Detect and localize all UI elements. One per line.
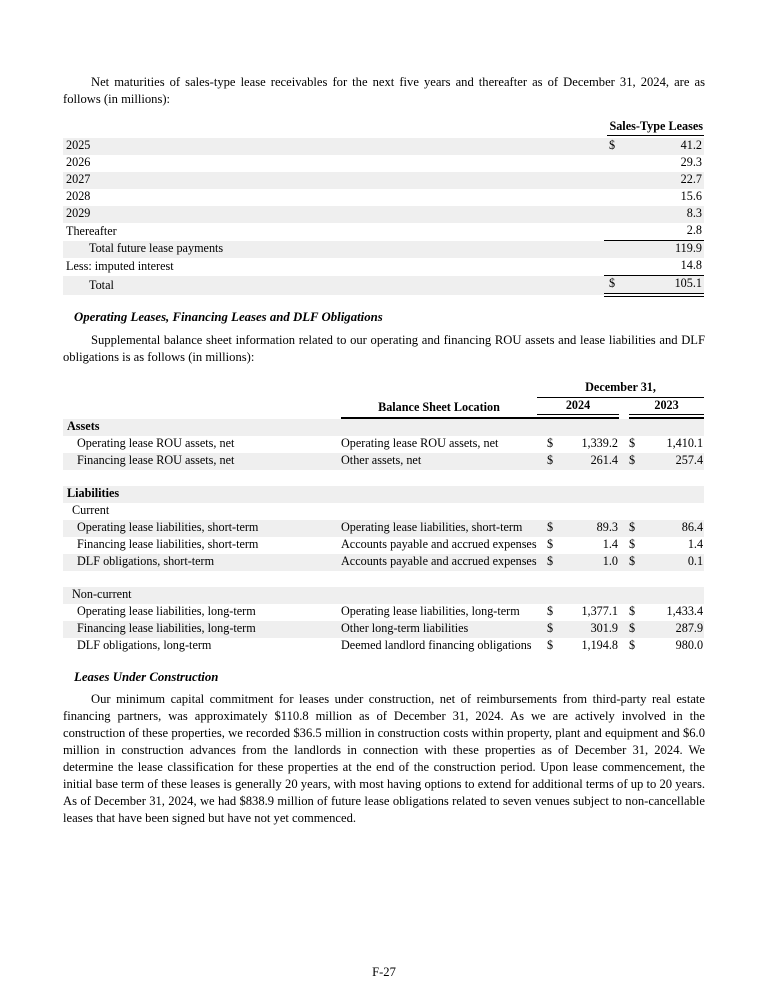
row-label: Operating lease ROU assets, net bbox=[77, 436, 235, 450]
dollar-cell-empty bbox=[604, 206, 624, 223]
table-row-operating-st bbox=[63, 520, 704, 537]
dollar-sign: $ bbox=[609, 138, 616, 152]
column-header-balance-sheet-location: Balance Sheet Location bbox=[341, 398, 537, 419]
amount-2024: 89.3 bbox=[596, 520, 618, 534]
dollar-sign: $ bbox=[547, 638, 554, 652]
section-heading-leases-under-construction: Leases Under Construction bbox=[74, 670, 219, 684]
dollar-sign: $ bbox=[629, 621, 636, 635]
amount: 14.8 bbox=[624, 258, 704, 276]
amount-2023: 86.4 bbox=[681, 520, 704, 534]
dollar-sign: $ bbox=[629, 520, 636, 534]
dollar-sign: $ bbox=[547, 604, 554, 618]
amount-2024: 1.0 bbox=[602, 554, 618, 568]
amount-2023: 0.1 bbox=[687, 554, 704, 568]
supplemental-paragraph: Supplemental balance sheet information related to our operating and financing ROU assets and lease liabilities and DLF obligations is as follows (in millions): bbox=[63, 333, 705, 364]
row-label: Less: imputed interest bbox=[66, 258, 174, 273]
dollar-cell-empty bbox=[604, 241, 624, 259]
table-row-2027 bbox=[63, 172, 704, 189]
intro-paragraph: Net maturities of sales-type lease receivables for the next five years and thereafter as of December 31, 2024, are as follows (in millions): bbox=[63, 75, 705, 106]
spacer-cell bbox=[63, 470, 704, 486]
dollar-sign: $ bbox=[629, 537, 636, 551]
table-row-total bbox=[63, 276, 704, 296]
year-2023-label: 2023 bbox=[629, 398, 704, 415]
table-row-operating-rou bbox=[63, 436, 704, 453]
subsection-label: Current bbox=[72, 503, 110, 517]
row-label: 2029 bbox=[66, 206, 91, 220]
amount-2023: 287.9 bbox=[675, 621, 704, 635]
column-gap bbox=[619, 453, 629, 470]
amount-2024: 1,194.8 bbox=[581, 638, 618, 652]
section-row-assets bbox=[63, 418, 704, 436]
spacer-cell bbox=[63, 571, 704, 587]
balance-sheet-location: Accounts payable and accrued expenses bbox=[341, 554, 537, 568]
table-row-dlf-st bbox=[63, 554, 704, 571]
column-gap bbox=[619, 621, 629, 638]
section-label: Liabilities bbox=[67, 486, 120, 500]
table-row-dlf-lt bbox=[63, 638, 704, 655]
balance-sheet-location: Operating lease ROU assets, net bbox=[341, 436, 499, 450]
spacer-row bbox=[63, 470, 704, 486]
sales-type-leases-table bbox=[63, 119, 704, 297]
table-row-operating-lt bbox=[63, 604, 704, 621]
dollar-sign: $ bbox=[547, 537, 554, 551]
spacer-row bbox=[63, 571, 704, 587]
balance-sheet-location: Operating lease liabilities, long-term bbox=[341, 604, 520, 618]
construction-paragraph: Our minimum capital commitment for leases under construction, net of reimbursements from third-party real estate financing partners, was approximately $110.8 million as of December 31, 2024. As we are actively involved in the construction of these properties, we recorded $36.5 million in construction costs within property, plant and equipment and $6.0 million in construction advances from the landlords in connection with these properties as of December 31, 2024. We determine the lease classification for these properties at the end of the construction period. Upon lease commencement, the initial base term of these leases is generally 20 years, with most having options to extend for additional terms of up to 20 years. As of December 31, 2024, we had $838.9 million of future lease obligations related to seven venues subject to non-cancellable leases that have been signed but have not yet commenced. bbox=[63, 692, 705, 825]
column-gap bbox=[619, 520, 629, 537]
balance-sheet-location: Other assets, net bbox=[341, 453, 422, 467]
balance-sheet-location: Other long-term liabilities bbox=[341, 621, 469, 635]
amount-2023: 257.4 bbox=[675, 453, 704, 467]
table-header-columns-row bbox=[63, 398, 704, 419]
dollar-sign: $ bbox=[604, 276, 624, 296]
table-row-2026 bbox=[63, 155, 704, 172]
amount: 105.1 bbox=[624, 276, 704, 296]
column-gap bbox=[619, 554, 629, 571]
header-spacer bbox=[63, 119, 604, 138]
balance-sheet-location: Accounts payable and accrued expenses bbox=[341, 537, 537, 551]
amount: 22.7 bbox=[680, 172, 702, 186]
amount: 119.9 bbox=[675, 241, 702, 255]
dollar-cell-empty bbox=[604, 223, 624, 241]
dollar-sign: $ bbox=[547, 520, 554, 534]
header-spacer bbox=[63, 398, 341, 419]
column-gap bbox=[619, 537, 629, 554]
table-row-financing-rou bbox=[63, 453, 704, 470]
table-header-date-row bbox=[63, 380, 704, 398]
amount-2024: 1,377.1 bbox=[581, 604, 618, 618]
row-label: 2027 bbox=[66, 172, 91, 186]
header-spacer bbox=[341, 380, 537, 398]
dollar-sign: $ bbox=[547, 453, 554, 467]
table-row-2025 bbox=[63, 138, 704, 155]
subsection-label: Non-current bbox=[72, 587, 132, 601]
table-row-2028 bbox=[63, 189, 704, 206]
column-header-sales-type-leases: Sales-Type Leases bbox=[607, 119, 704, 136]
dollar-sign: $ bbox=[547, 621, 554, 635]
subsection-row-non-current bbox=[63, 587, 704, 604]
dollar-cell-empty bbox=[604, 258, 624, 276]
table-row-thereafter bbox=[63, 223, 704, 241]
dollar-sign: $ bbox=[629, 638, 636, 652]
row-label: Total bbox=[89, 278, 114, 292]
column-gap bbox=[619, 638, 629, 655]
row-label: Financing lease liabilities, short-term bbox=[77, 537, 259, 551]
balance-sheet-location: Deemed landlord financing obligations bbox=[341, 638, 532, 652]
table-row-2029 bbox=[63, 206, 704, 223]
table-row-imputed-interest bbox=[63, 258, 704, 276]
table-header-row bbox=[63, 119, 704, 138]
balance-sheet-table bbox=[63, 380, 704, 655]
dollar-cell-empty bbox=[604, 172, 624, 189]
amount-2023: 980.0 bbox=[675, 638, 704, 652]
dollar-cell-empty bbox=[604, 155, 624, 172]
row-label: Financing lease liabilities, long-term bbox=[77, 621, 256, 635]
amount: 29.3 bbox=[680, 155, 702, 169]
column-header-2024 bbox=[537, 398, 619, 419]
table-row-financing-lt bbox=[63, 621, 704, 638]
row-label: Total future lease payments bbox=[89, 241, 224, 255]
header-spacer bbox=[63, 380, 341, 398]
amount-2023: 1.4 bbox=[687, 537, 704, 551]
section-row-liabilities bbox=[63, 486, 704, 503]
dollar-sign: $ bbox=[629, 554, 636, 568]
dollar-cell-empty bbox=[604, 189, 624, 206]
column-header-december-31: December 31, bbox=[537, 380, 704, 398]
amount: 41.2 bbox=[680, 138, 702, 152]
amount: 8.3 bbox=[686, 206, 702, 220]
column-gap bbox=[619, 604, 629, 621]
row-label: DLF obligations, long-term bbox=[77, 638, 212, 652]
section-label: Assets bbox=[67, 419, 100, 433]
column-header-2023 bbox=[629, 398, 704, 419]
row-label: Operating lease liabilities, short-term bbox=[77, 520, 259, 534]
page-number: F-27 bbox=[372, 965, 396, 979]
row-label: 2025 bbox=[66, 138, 91, 152]
amount-2023: 1,433.4 bbox=[666, 604, 704, 618]
year-2024-label: 2024 bbox=[537, 398, 619, 415]
dollar-sign: $ bbox=[547, 436, 554, 450]
balance-sheet-location: Operating lease liabilities, short-term bbox=[341, 520, 523, 534]
dollar-sign: $ bbox=[547, 554, 554, 568]
column-gap bbox=[619, 436, 629, 453]
table-row-financing-st bbox=[63, 537, 704, 554]
dollar-sign: $ bbox=[629, 604, 636, 618]
row-label: 2028 bbox=[66, 189, 91, 203]
row-label: Operating lease liabilities, long-term bbox=[77, 604, 256, 618]
amount: 2.8 bbox=[624, 223, 704, 241]
row-label: Thereafter bbox=[66, 223, 117, 238]
amount-2024: 301.9 bbox=[590, 621, 618, 635]
amount: 15.6 bbox=[680, 189, 702, 203]
dollar-sign: $ bbox=[629, 436, 636, 450]
amount-2023: 1,410.1 bbox=[666, 436, 704, 450]
row-label: DLF obligations, short-term bbox=[77, 554, 215, 568]
section-heading-operating-leases: Operating Leases, Financing Leases and DLF Obligations bbox=[74, 310, 383, 324]
amount-2024: 1,339.2 bbox=[581, 436, 618, 450]
header-cell bbox=[604, 119, 704, 138]
row-label: Financing lease ROU assets, net bbox=[77, 453, 235, 467]
amount-2024: 261.4 bbox=[590, 453, 618, 467]
column-gap bbox=[619, 398, 629, 419]
dollar-sign: $ bbox=[629, 453, 636, 467]
amount-2024: 1.4 bbox=[602, 537, 618, 551]
row-label: 2026 bbox=[66, 155, 91, 169]
table-row-total-future bbox=[63, 241, 704, 259]
subsection-row-current bbox=[63, 503, 704, 520]
